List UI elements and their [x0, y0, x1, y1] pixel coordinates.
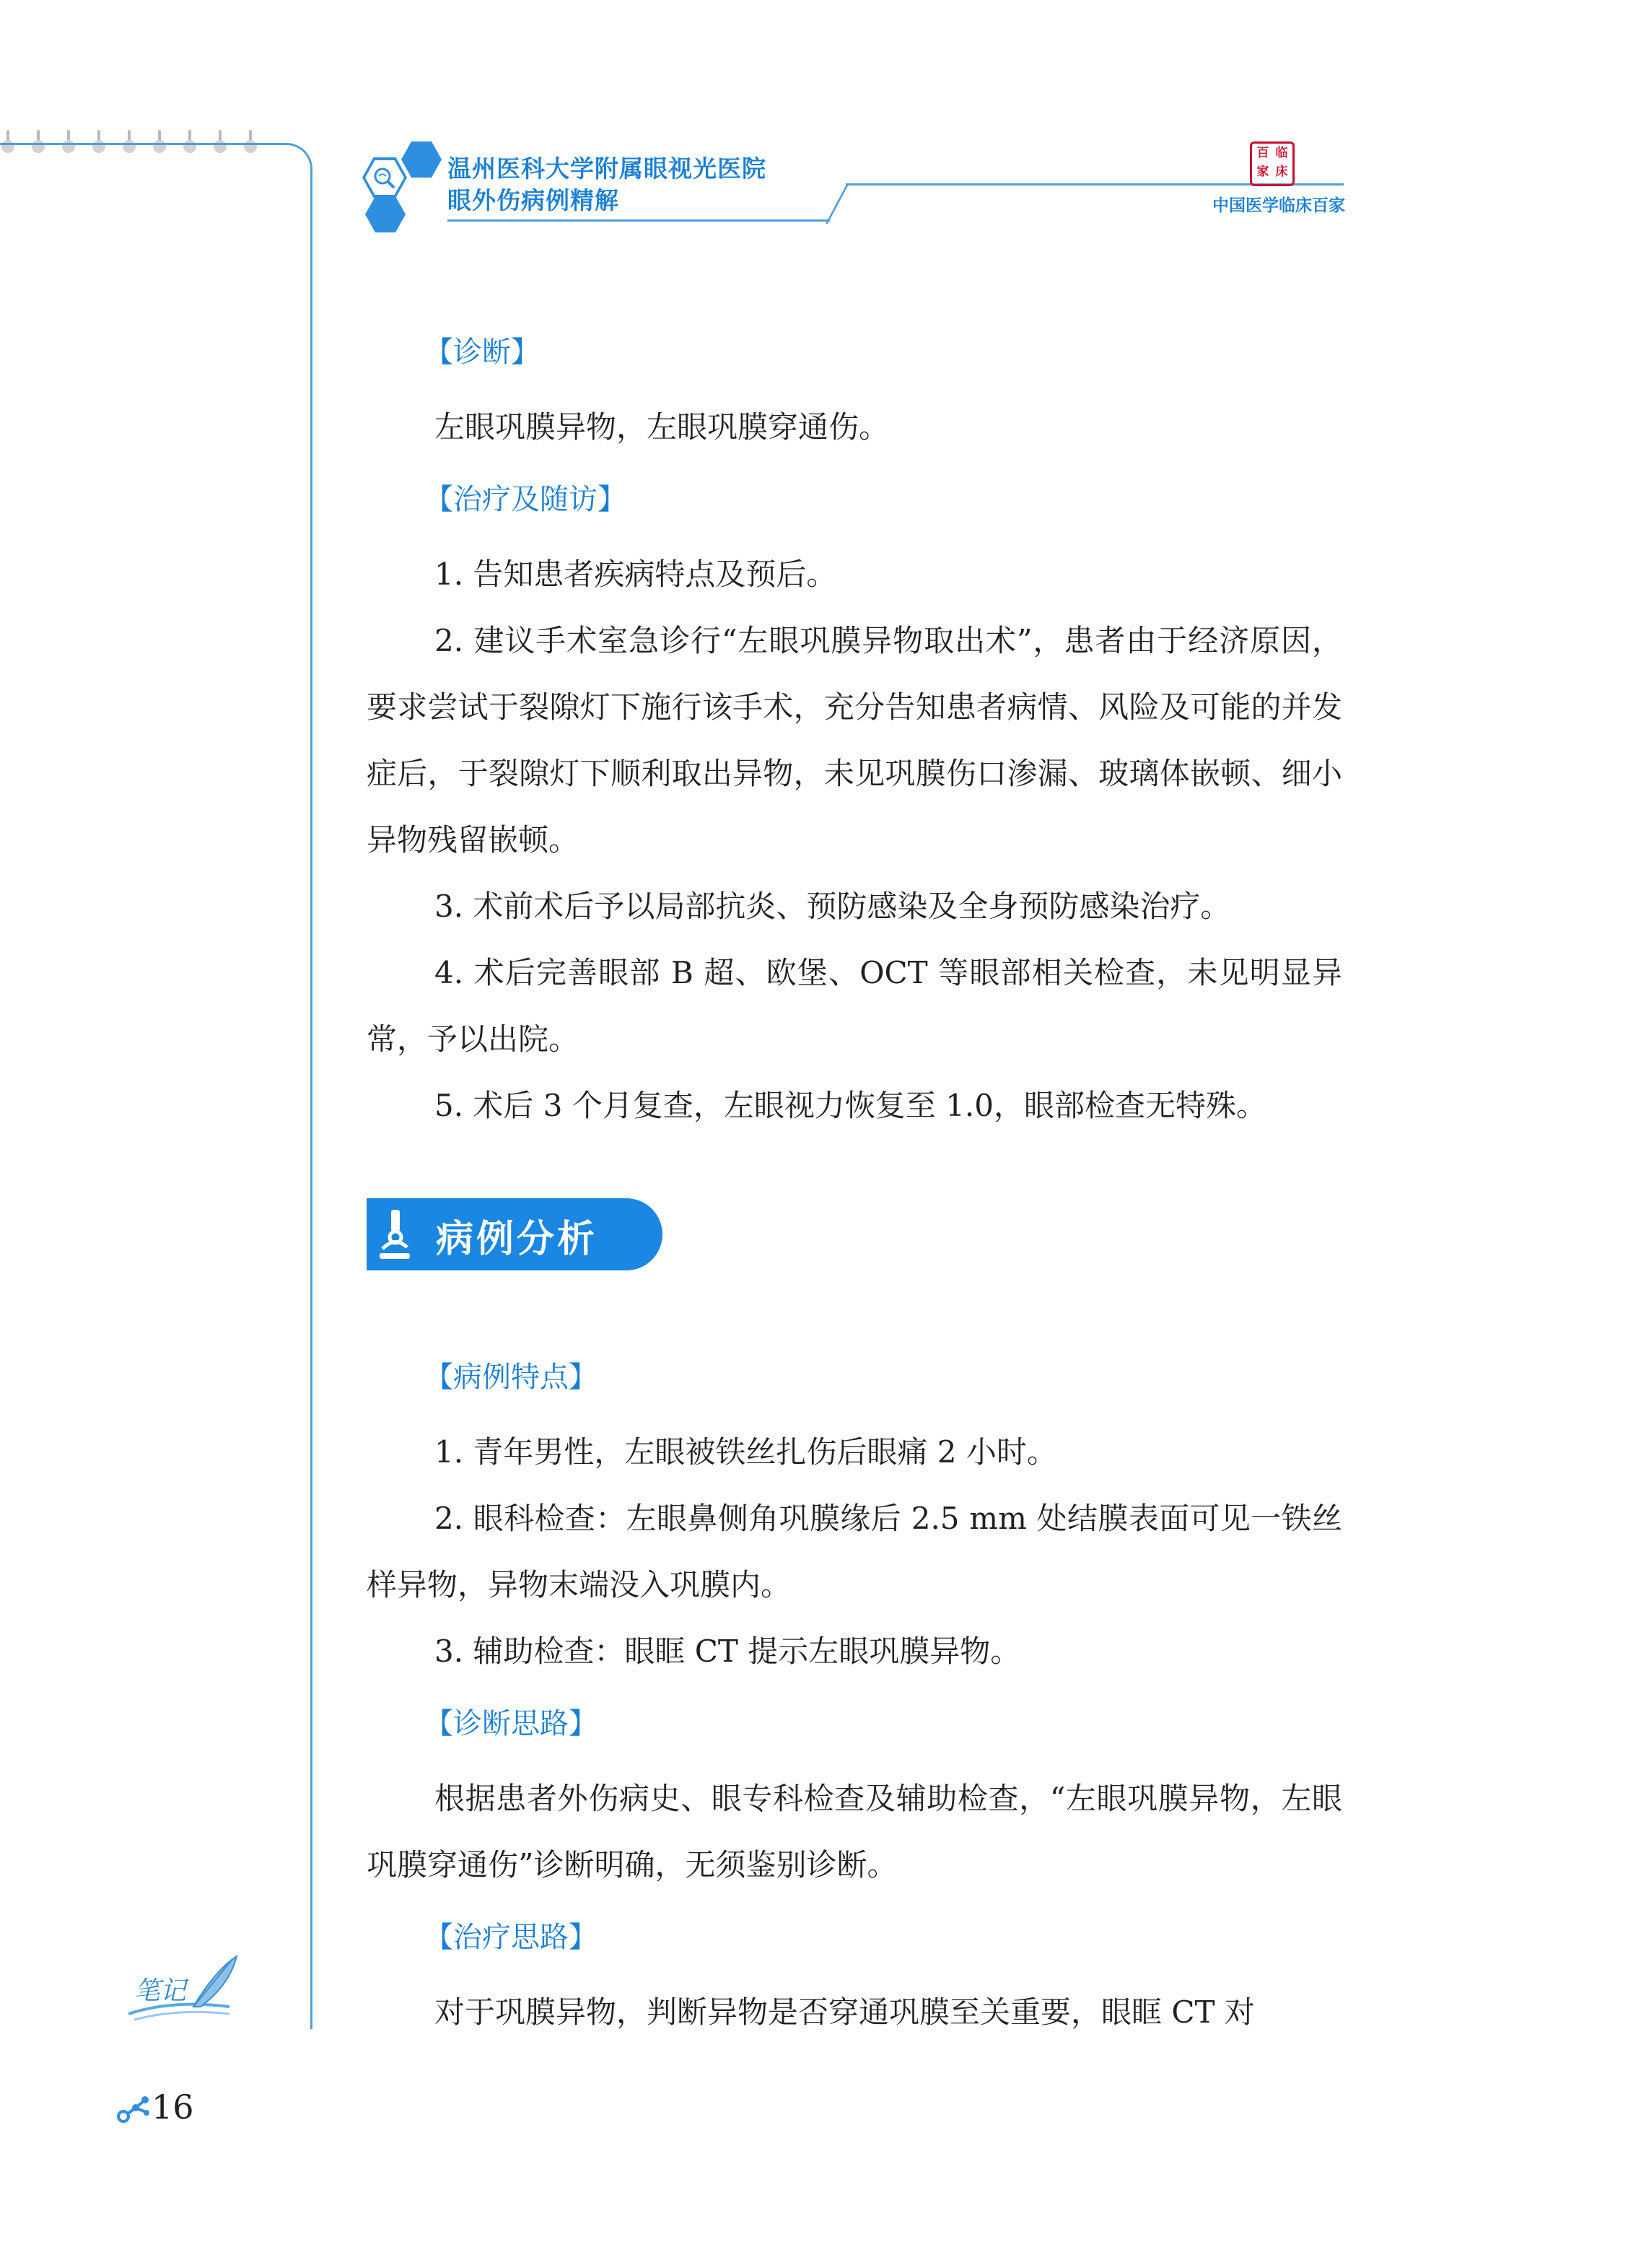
treatment-reasoning-text: 对于巩膜异物，判断异物是否穿通巩膜至关重要，眼眶 CT 对 [434, 1994, 1255, 2030]
notes-label: 笔记 [134, 1976, 187, 2006]
header-hex-icon-lower [365, 196, 406, 232]
section-label-treatment-reasoning: 【治疗思路】 [424, 1921, 598, 1954]
section-banner [367, 1198, 662, 1270]
microscope-icon [375, 1207, 414, 1262]
margin-border [0, 143, 312, 2029]
treatment-item: 5. 术后 3 个月复查，左眼视力恢复至 1.0，眼部检查无特殊。 [434, 1088, 1266, 1123]
notes-quill-icon [114, 1949, 244, 2028]
magnifier-hex-icon [362, 157, 407, 198]
diagnosis-text: 左眼巩膜异物，左眼巩膜穿通伤。 [434, 409, 890, 445]
feature-item: 2. 眼科检查：左眼鼻侧角巩膜缘后 2.5 mm 处结膜表面可见一铁丝样异物，异物末端没入巩膜内。 [367, 1501, 1342, 1602]
section-label-treatment: 【治疗及随访】 [424, 483, 626, 516]
book-title: 温州医科大学附属眼视光医院 [447, 154, 766, 183]
page-number: 16 [152, 2088, 194, 2127]
header-rule [447, 219, 830, 222]
diagnostic-reasoning-text: 根据患者外伤病史、眼专科检查及辅助检查，“左眼巩膜异物，左眼巩膜穿通伤”诊断明确，无须鉴别诊断。 [367, 1781, 1342, 1883]
header-rule-slant [826, 183, 849, 224]
treatment-item: 1. 告知患者疾病特点及预后。 [434, 557, 837, 592]
section-label-features: 【病例特点】 [424, 1361, 598, 1394]
book-subtitle: 眼外伤病例精解 [447, 186, 619, 214]
section-banner-title: 病例分析 [436, 1218, 598, 1261]
publisher-seal-logo: 百 临 家 床 [1250, 141, 1295, 186]
treatment-item: 4. 术后完善眼部 B 超、欧堡、OCT 等眼部相关检查，未见明显异常，予以出院。 [367, 955, 1342, 1057]
section-label-diagnosis: 【诊断】 [424, 336, 540, 369]
header-hex-icon [401, 141, 442, 178]
treatment-item: 2. 建议手术室急诊行“左眼巩膜异物取出术”，患者由于经济原因，要求尝试于裂隙灯下施行该手术，充分告知患者病情、风险及可能的并发症后，于裂隙灯下顺利取出异物，未见巩膜伤口渗漏、玻璃体嵌顿、细小异物残留嵌顿。 [367, 623, 1342, 858]
series-label: 中国医学临床百家 [1212, 196, 1345, 215]
treatment-item: 3. 术前术后予以局部抗炎、预防感染及全身预防感染治疗。 [434, 889, 1231, 924]
molecule-icon [117, 2095, 150, 2124]
feature-item: 1. 青年男性，左眼被铁丝扎伤后眼痛 2 小时。 [434, 1434, 1057, 1470]
section-label-diagnostic-reasoning: 【诊断思路】 [424, 1707, 598, 1740]
feature-item: 3. 辅助检查：眼眶 CT 提示左眼巩膜异物。 [434, 1634, 1021, 1669]
